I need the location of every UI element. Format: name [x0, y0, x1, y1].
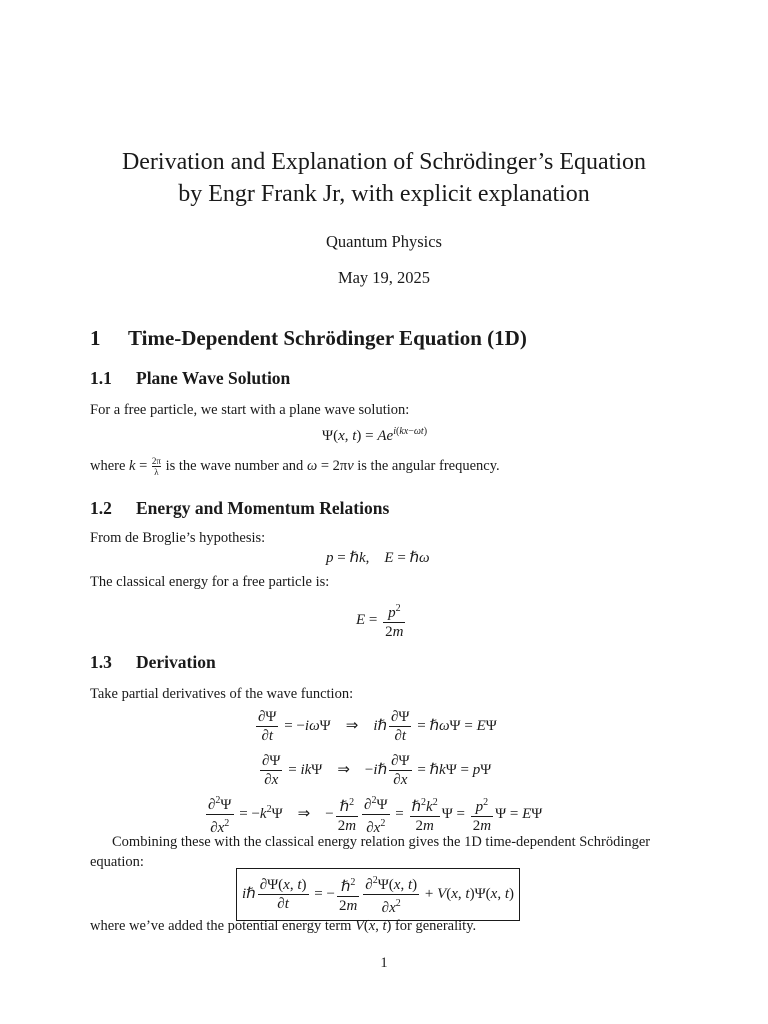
combining-paragraph: Combining these with the classical energy relation gives the 1D time-dependent Schrödinger equation: [90, 834, 651, 870]
subsection-1-3-heading [90, 652, 216, 673]
document-author: Quantum Physics [326, 232, 442, 251]
classical-energy-equation: E = $\frac{p^2}{2m}$ [356, 600, 407, 641]
de-broglie-relations: p = ℏk, E = ℏω [326, 550, 430, 566]
page-number: 1 [380, 955, 388, 971]
subsection-1-1-heading [90, 368, 290, 389]
subsection-1-1-number: 1.1 [90, 368, 112, 388]
subsection-1-2-heading [90, 498, 389, 519]
time-derivative-equation: $\frac{\partial\Psi}{\partial t}$ = −iωΨ ⇒ iℏ $\frac{\partial\Psi}{\partial t}$ = ℏωΨ = EΨ [258, 709, 497, 744]
subsection-1-3-title: Derivation [136, 652, 216, 672]
document-title-line1: Derivation and Explanation of Schrödinger’s Equation [121, 149, 647, 175]
subsection-1-2-title: Energy and Momentum Relations [136, 498, 390, 518]
closing-suffix: for generality. [394, 918, 477, 934]
derivatives-intro: Take partial derivatives of the wave function: [90, 686, 354, 702]
subsection-1-1-title: Plane Wave Solution [136, 368, 291, 388]
section-1-number: 1 [90, 326, 101, 350]
plane-wave-equation: Ψ(x, $t) = Ae^{i(kx-\omega t)}$ [322, 426, 428, 444]
classical-energy-intro: The classical energy for a free particle is: [90, 574, 330, 590]
space-derivative-equation: $\frac{\partial\Psi}{\partial x}$ = ikΨ ⇒ −iℏ $\frac{\partial\Psi}{\partial x}$ = ℏkΨ = pΨ [262, 753, 492, 788]
subsection-1-2-number: 1.2 [90, 498, 112, 518]
subsection-1-3-number: 1.3 [90, 652, 112, 672]
where-prefix: where [90, 458, 126, 474]
schrodinger-equation-box: iℏ $\frac{\partial\Psi(x, t)}{\partial t}$ = − $\frac{\hbar^2}{2m}$ $\frac{\partial^2\Psi(x, t)}{\partial x^2}$ + V(x, t)Ψ(x, t) [236, 868, 520, 921]
document-date: May 19, 2025 [337, 268, 431, 287]
section-1-heading [90, 326, 527, 351]
wave-number-line: where k = $\frac{2\pi}{\lambda}$ is the wave number and ω = 2πν is the angular frequency. [90, 456, 500, 478]
section-1-title: Time-Dependent Schrödinger Equation (1D) [128, 326, 527, 350]
de-broglie-intro: From de Broglie’s hypothesis: [90, 530, 266, 546]
second-derivative-equation: $\frac{\partial^2\Psi}{\partial x^2}$ = $-k^2\Psi$ ⇒ − $\frac{\hbar^2}{2m}$ $\frac{\partial^2\Psi}{\partial x^2}$ = $\frac{\hbar^2k^2}{2m}$ Ψ = $\frac{p^2}{2m}$ Ψ = EΨ [204, 792, 542, 837]
where-mid: is the wave number and [165, 458, 304, 474]
two-pi-over-lambda: $\frac{2\pi}{\lambda}$ [151, 456, 161, 478]
document-title-line2: by Engr Frank Jr, with explicit explanation [178, 181, 590, 207]
closing-prefix: where we’ve added the potential energy term [90, 918, 352, 934]
plane-wave-intro: For a free particle, we start with a plane wave solution: [90, 402, 410, 418]
closing-line: where we’ve added the potential energy term V(x, t) for generality. [90, 918, 477, 934]
where-suffix: is the angular frequency. [357, 458, 500, 474]
